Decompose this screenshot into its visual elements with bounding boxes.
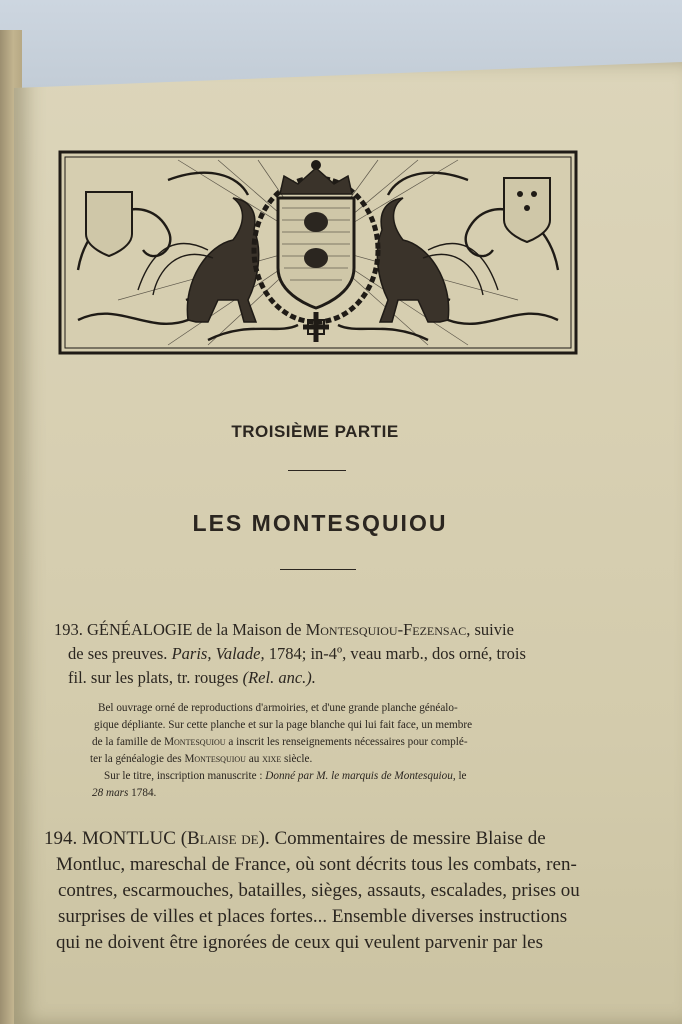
note-text: le xyxy=(455,770,467,782)
note-text: au xyxy=(245,753,263,765)
entry-193-note xyxy=(90,700,473,802)
entry-imprint: Paris, Valade, xyxy=(171,644,265,663)
note-text: ter la généalogie des xyxy=(90,753,185,765)
note-text: siècle. xyxy=(281,753,313,765)
note-family-name: Montesquiou xyxy=(184,753,246,765)
entry-194-line-2: Montluc, mareschal de France, où sont décrits tous les combats, ren- xyxy=(56,854,577,875)
entry-194-line-3: contres, escarmouches, batailles, sièges, assauts, escalades, prises ou xyxy=(58,880,580,901)
note-text: a inscrit les renseignements nécessaires pour complé- xyxy=(225,736,468,748)
note-text: 1784. xyxy=(128,787,157,799)
note-family-name: Montesquiou xyxy=(164,736,226,748)
entry-binding: (Rel. anc.). xyxy=(242,668,316,687)
catalogue-entry-193 xyxy=(54,618,526,690)
entry-family-name: Montesquiou-Fezensac xyxy=(305,620,467,639)
entry-author: (Blaise de) xyxy=(180,828,265,849)
entry-text: , suivie xyxy=(466,620,514,639)
entry-193-line-3 xyxy=(54,666,526,690)
part-heading: TROISIÈME PARTIE xyxy=(231,422,399,441)
note-line: gique dépliante. Sur cette planche et sur la page blanche qui lui fait face, un membre xyxy=(94,719,473,731)
entry-194-line-5: qui ne doivent être ignorées de ceux qui veulent parvenir par les xyxy=(56,932,543,953)
note-text: Sur le titre, inscription manuscrite : xyxy=(104,770,266,782)
divider-rule xyxy=(288,470,346,471)
divider-rule xyxy=(280,569,356,570)
entry-text: fil. sur les plats, tr. rouges xyxy=(68,668,243,687)
note-line xyxy=(90,751,472,768)
entry-193-line-2 xyxy=(54,642,526,666)
note-line xyxy=(92,785,472,802)
entry-text: . Commentaires de messire Blaise de xyxy=(264,828,546,849)
entry-193-line-1 xyxy=(54,618,526,642)
entry-text: 1784; in-4º, veau marb., dos orné, trois xyxy=(264,644,526,663)
entry-number: 194. xyxy=(44,828,78,849)
entry-title: GÉNÉALOGIE xyxy=(87,620,193,639)
main-title: LES MONTESQUIOU xyxy=(192,510,448,536)
entry-194-line-4: surprises de villes et places fortes... Ensemble diverses instructions xyxy=(58,906,568,927)
note-date: 28 mars xyxy=(92,787,129,799)
entry-text: de ses preuves. xyxy=(68,644,172,663)
note-text: de la famille de xyxy=(92,736,165,748)
catalogue-entry-194 xyxy=(44,826,580,956)
heraldic-headpiece-icon xyxy=(58,150,578,355)
entry-text: de la Maison de xyxy=(192,620,306,639)
entry-title: MONTLUC xyxy=(77,828,181,849)
note-inscription: Donné par M. le marquis de Montesquiou, xyxy=(265,770,456,782)
entry-194-line-1 xyxy=(44,826,580,852)
note-century: xixe xyxy=(262,753,282,765)
entry-number: 193. xyxy=(54,620,83,639)
note-line: Bel ouvrage orné de reproductions d'armoiries, et d'une grande planche généalo- xyxy=(98,702,458,714)
note-line xyxy=(92,734,472,751)
note-line xyxy=(104,768,472,785)
